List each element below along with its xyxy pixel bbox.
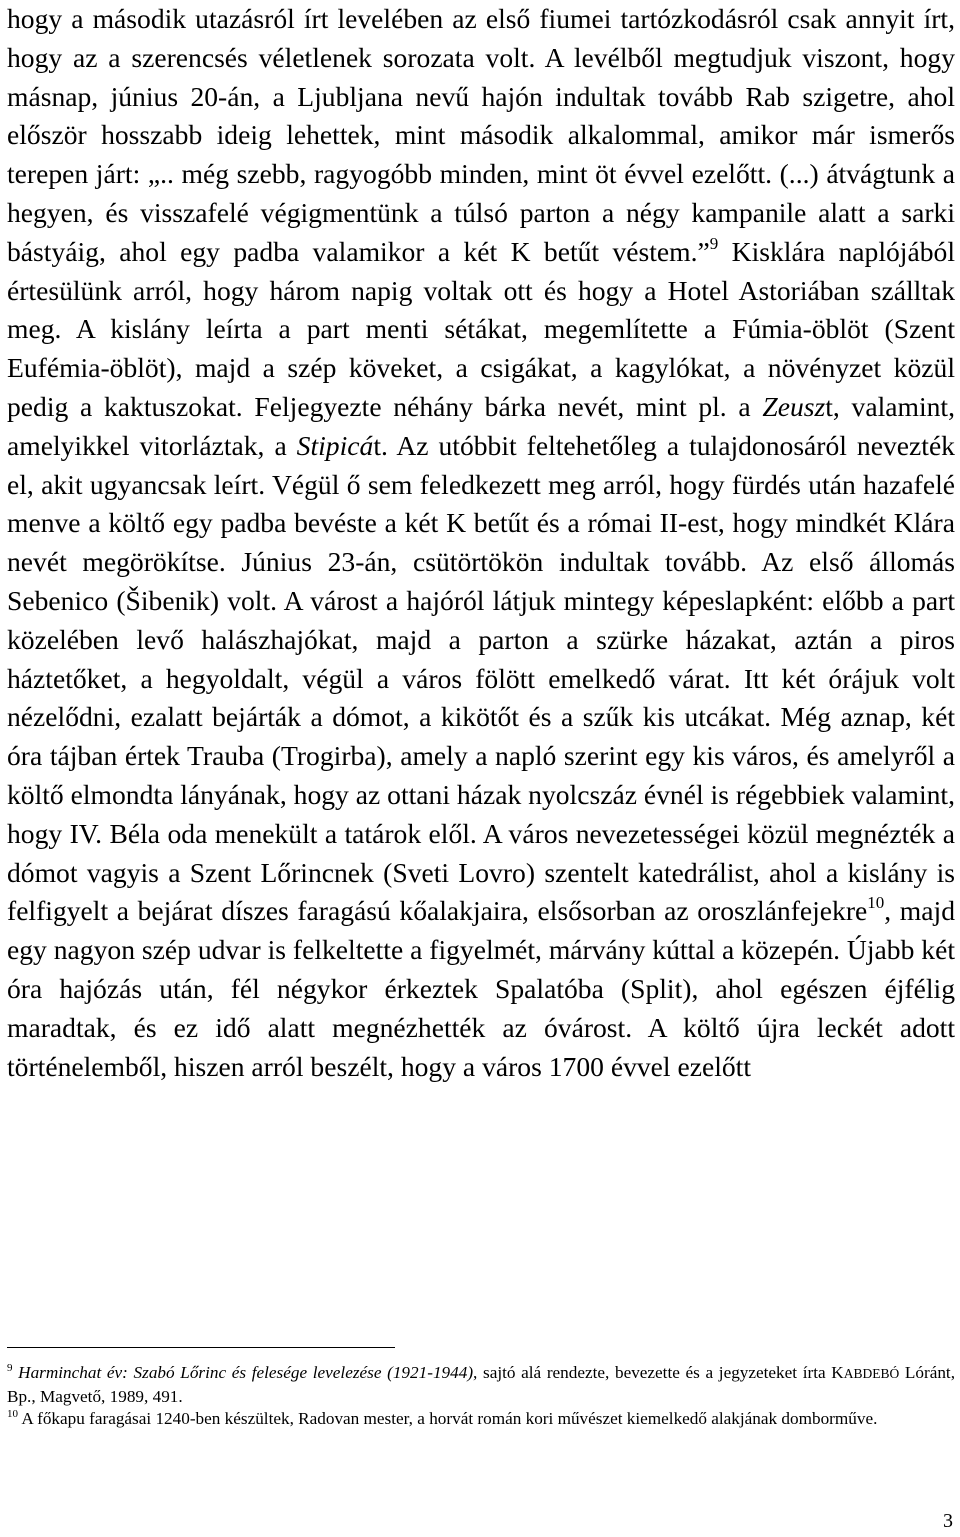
body-text-part: Kisklára naplójából értesülünk arról, hogy három napig voltak ott és hogy a Hotel Astoriában szálltak meg. A kislány leírta a part menti sétákat, megemlítette a Fúmia-öblöt (Szent Eufémia-öblöt), majd a szép köveket, a csigákat, a kagylókat, a növényzet közül pedig a kaktuszokat. Feljegyezte néhány bárka nevét, mint pl. a	[7, 235, 955, 422]
footnote-number-9: 9	[7, 1362, 13, 1374]
body-text-part: t, valamint, amelyikkel vitorláztak, a	[7, 390, 955, 461]
footnote-10-text: A főkapu faragásai 1240-ben készültek, Radovan mester, a horvát román kori művészet kiemelkedő alakjának domborműve.	[18, 1409, 878, 1428]
body-text-part: , majd egy nagyon szép udvar is felkeltette a figyelmét, márvány kúttal a közepén. Újabb két óra hajózás után, fél négykor érkeztek Spalatóba (Split), ahol egészen éjfélig maradtak, és ez idő alatt megnézhették az óvárost. A költő újra leckét adott történelemből, hiszen arról beszélt, hogy a város 1700 évvel ezelőtt	[7, 895, 955, 1082]
page-number: 3	[943, 1510, 953, 1532]
body-text-part: hogy a második utazásról írt levelében az első fiumei tartózkodásról csak annyit írt, hogy az a szerencsés véletlenek sorozata volt. A levélből megtudjuk viszont, hogy másnap, június 20-án, a Ljubljana nevű hajón indultak tovább Rab szigetre, ahol először hosszabb ideig lehettek, mint második alkalommal, amikor már ismerős terepen járt: „.. még szebb, ragyogóbb minden, mint öt évvel ezelőtt. (...) átvágtunk a hegyen, és visszafelé végigmentünk a túlsó parton a négy kampanile alatt a sarki bástyáig, ahol egy padba valamikor a két K betűt véstem.”	[7, 3, 955, 267]
footnote-9-text: , sajtó alá rendezte, bevezette és a jegyzeteket írta	[473, 1363, 832, 1382]
body-paragraph	[7, 0, 955, 1086]
footnote-reference-9[interactable]: 9	[709, 233, 719, 253]
document-page	[7, 0, 955, 1428]
footnote-9-book-title: Harminchat év: Szabó Lőrinc és felesége levelezése (1921-1944)	[18, 1363, 474, 1382]
footnote-9-author-smallcaps: ABDEBÓ	[843, 1366, 900, 1381]
footnote-9-author-initial: K	[831, 1363, 844, 1382]
boat-name-zeusz: Zeusz	[762, 390, 826, 422]
footnote-reference-10[interactable]: 10	[867, 893, 885, 913]
footnote-9-text-end: Lóránt, Bp., Magvető, 1989, 491.	[7, 1363, 955, 1406]
footnote-10	[7, 1408, 955, 1431]
footnote-number-10: 10	[7, 1408, 18, 1420]
footnotes	[7, 1362, 955, 1431]
footnote-9	[7, 1362, 955, 1408]
boat-name-stipica: Stipicá	[296, 429, 374, 461]
body-text-part: t. Az utóbbit feltehetőleg a tulajdonosáról nevezték el, akit ugyancsak leírt. Végül ő sem feledkezett meg arról, hogy fürdés után hazafelé menve a költő egy padba bevéste a két K betűt és a római II-est, hogy mindkét Klára nevét megörökítse. Június 23-án, csütörtökön indultak tovább. Az első állomás Sebenico (Šibenik) volt. A várost a hajóról látjuk mintegy képeslapként: előbb a part közelében levő halászhajókat, majd a parton a szürke házakat, aztán a piros háztetőket, a hegyoldalt, végül a város fölött emelkedő várat. Itt két órájuk volt nézelődni, ezalatt bejárták a dómot, a kikötőt és a szűk kis utcákat. Még aznap, két óra tájban értek Trauba (Trogirba), amely a napló szerint egy kis város, és amelyről a költő elmondta lányának, hogy az ottani házak nyolcszáz évnél is régebbiek valamint, hogy IV. Béla oda menekült a tatárok elől. A város nevezetességei közül megnézték a dómot vagyis a Szent Lőrincnek (Sveti Lovro) szentelt katedrálist, ahol a kislány is felfigyelt a bejárat díszes faragású kőalakjaira, elsősorban az oroszlánfejekre	[7, 429, 955, 927]
footnote-separator	[7, 1347, 395, 1348]
